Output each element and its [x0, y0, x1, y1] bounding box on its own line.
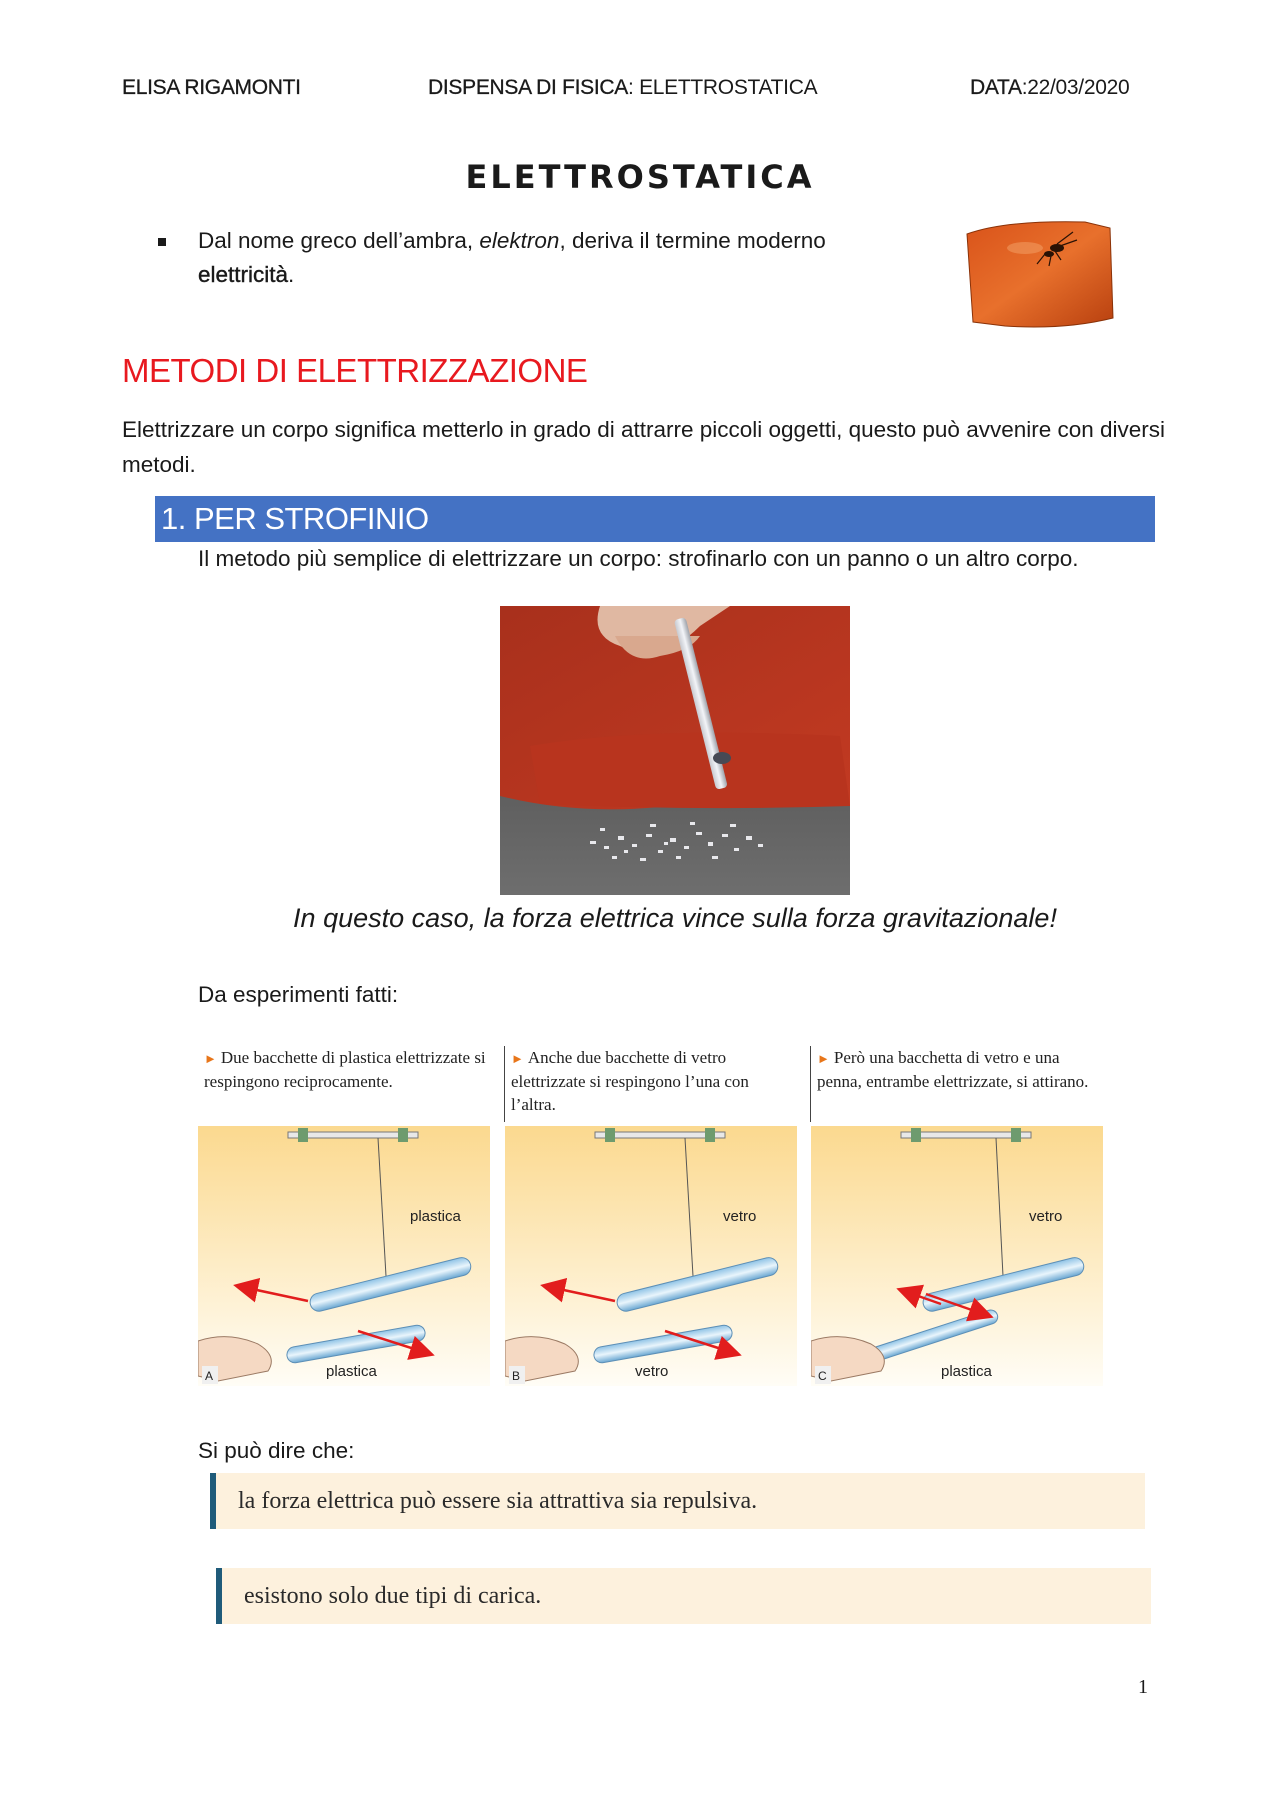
experiment-diagram — [811, 1126, 1103, 1386]
callout-edge — [216, 1568, 222, 1624]
method-heading: 1. PER STROFINIO — [161, 501, 429, 536]
svg-text:vetro: vetro — [1029, 1208, 1063, 1225]
section-heading: METODI DI ELETTRIZZAZIONE — [122, 352, 588, 389]
conclusion-lead: Si può dire che: — [198, 1438, 355, 1463]
callout-edge — [210, 1473, 216, 1529]
experiment-diagram — [198, 1126, 490, 1386]
callout-box — [216, 1568, 1151, 1624]
method-heading-bar — [155, 496, 1155, 542]
svg-text:plastica: plastica — [410, 1208, 461, 1225]
experiment-panel-c — [811, 1042, 1103, 1386]
header-subject: DISPENSA DI FISICA: ELETTROSTATICA — [428, 76, 818, 99]
header-author: ELISA RIGAMONTI — [122, 76, 301, 99]
svg-text:vetro: vetro — [723, 1208, 757, 1225]
experiment-caption: ► Però una bacchetta di vetro e una penna, entrambe elettrizzate, si attirano. — [817, 1048, 1089, 1091]
experiment-caption: ► Due bacchette di plastica elettrizzate si respingono reciprocamente. — [204, 1048, 486, 1091]
callout-text: la forza elettrica può essere sia attrattiva sia repulsiva. — [238, 1488, 758, 1514]
svg-text:C: C — [818, 1369, 827, 1383]
intro-bullet — [158, 224, 918, 292]
page-title: ELETTROSTATICA — [465, 158, 815, 196]
triangle-icon: ► — [511, 1051, 524, 1066]
rubbing-photo — [500, 606, 850, 895]
experiment-panel-b — [505, 1042, 797, 1386]
highlight-quote: In questo caso, la forza elettrica vince sulla forza gravitazionale! — [293, 903, 1057, 933]
amber-image — [965, 218, 1120, 331]
svg-text:plastica: plastica — [326, 1363, 377, 1380]
svg-text:vetro: vetro — [635, 1363, 669, 1380]
callout-text: esistono solo due tipi di carica. — [244, 1583, 542, 1609]
experiments-lead: Da esperimenti fatti: — [198, 982, 399, 1007]
svg-text:plastica: plastica — [941, 1363, 992, 1380]
page-number: 1 — [1138, 1676, 1148, 1698]
experiment-panel-a — [198, 1042, 490, 1386]
method-description: Il metodo più semplice di elettrizzare un corpo: strofinarlo con un panno o un altro corpo. — [198, 546, 1079, 571]
callout-box — [210, 1473, 1145, 1529]
triangle-icon: ► — [204, 1051, 217, 1066]
experiment-diagram — [505, 1126, 797, 1386]
svg-text:B: B — [512, 1369, 521, 1383]
experiment-caption: ► Anche due bacchette di vetro elettrizzate si respingono l’una con l’altra. — [511, 1048, 749, 1114]
section-paragraph: Elettrizzare un corpo significa metterlo in grado di attrarre piccoli oggetti, questo può avvenire con diversi metodi. — [122, 417, 1166, 477]
svg-text:A: A — [205, 1369, 214, 1383]
header-date: DATA:22/03/2020 — [970, 76, 1130, 99]
bullet-icon — [158, 238, 166, 246]
intro-text: Dal nome greco dell’ambra, elektron, deriva il termine moderno elettricità. — [198, 228, 826, 287]
triangle-icon: ► — [817, 1051, 830, 1066]
